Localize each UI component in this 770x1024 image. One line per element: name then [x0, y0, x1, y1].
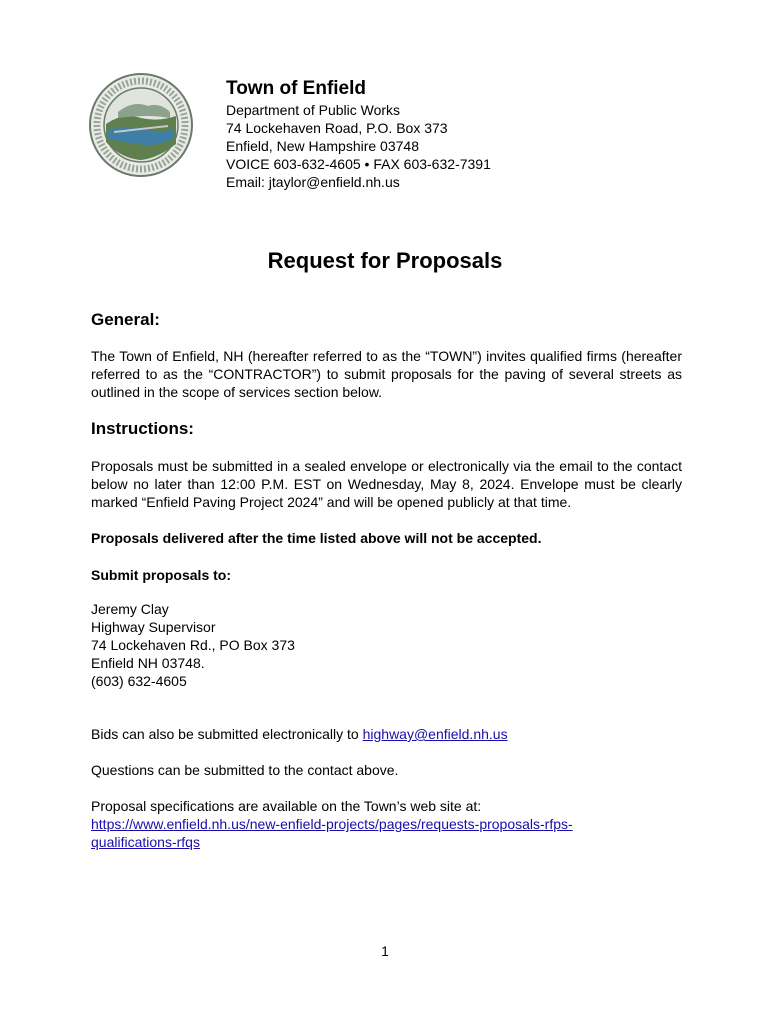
header-email: Email: jtaylor@enfield.nh.us — [226, 174, 400, 190]
contact-block — [91, 600, 295, 690]
specs-url-link-line-2[interactable]: qualifications-rfqs — [91, 834, 200, 850]
contact-name: Jeremy Clay — [91, 601, 169, 617]
contact-city: Enfield NH 03748. — [91, 655, 205, 671]
page-number: 1 — [381, 943, 389, 959]
phone-fax: VOICE 603-632-4605 • FAX 603-632-7391 — [226, 156, 491, 172]
submit-to-label: Submit proposals to: — [91, 567, 231, 583]
late-notice: Proposals delivered after the time listed above will not be accepted. — [91, 530, 542, 546]
general-body: The Town of Enfield, NH (hereafter referred to as the “TOWN”) invites qualified firms (hereafter referred to as the “CONTRACTOR”) to submit proposals for the paving of several streets as outlined in the scope of services section below. — [91, 348, 682, 400]
contact-address: 74 Lockehaven Rd., PO Box 373 — [91, 637, 295, 653]
specs-block — [91, 797, 573, 851]
instructions-heading: Instructions: — [91, 419, 194, 438]
contact-role: Highway Supervisor — [91, 619, 216, 635]
questions-text: Questions can be submitted to the contact above. — [91, 762, 399, 778]
department-name: Department of Public Works — [226, 102, 401, 118]
address-line-2: Enfield, New Hampshire 03748 — [226, 138, 419, 154]
general-heading: General: — [91, 310, 160, 329]
highway-email-link[interactable]: highway@enfield.nh.us — [362, 726, 508, 742]
specs-url-link-line-1[interactable]: https://www.enfield.nh.us/new-enfield-projects/pages/requests-proposals-rfps- — [91, 816, 573, 832]
town-name: Town of Enfield — [226, 78, 367, 99]
specs-text: Proposal specifications are available on the Town’s web site at: — [91, 798, 482, 814]
contact-phone: (603) 632-4605 — [91, 673, 187, 689]
address-line-1: 74 Lockehaven Road, P.O. Box 373 — [226, 120, 448, 136]
letterhead — [226, 78, 491, 191]
instructions-body: Proposals must be submitted in a sealed envelope or electronically via the email to the contact below no later than 12:00 P.M. EST on Wednesday, May 8, 2024. Envelope must be clearly marked “Enfield Paving Project 2024” and will be opened publicly at that time. — [91, 458, 682, 510]
page-title: Request for Proposals — [267, 248, 503, 273]
electronic-submission — [91, 725, 508, 743]
town-seal-icon — [88, 72, 194, 178]
electronic-text: Bids can also be submitted electronically to — [91, 726, 363, 742]
